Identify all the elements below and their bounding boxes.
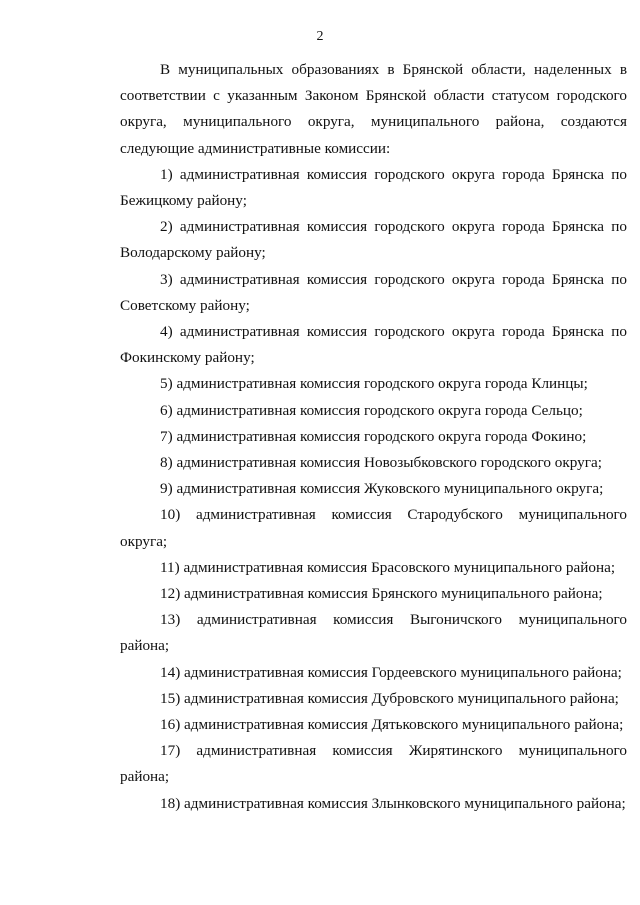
list-item-8: 8) административная комиссия Новозыбковского городского округа; xyxy=(160,454,602,472)
list-item-14: 14) административная комиссия Гордеевского муниципального района; xyxy=(160,663,622,681)
list-item-4: 4) административная комиссия городского округа города Брянска по Фокинскому району; xyxy=(120,323,627,367)
list-item-15: 15) административная комиссия Дубровского муниципального района; xyxy=(160,689,619,707)
list-item-9: 9) административная комиссия Жуковского муниципального округа; xyxy=(160,480,604,498)
page-number: 2 xyxy=(316,29,324,44)
list-item-16: 16) административная комиссия Дятьковского муниципального района; xyxy=(160,716,624,734)
list-item-7: 7) административная комиссия городского округа города Фокино; xyxy=(160,427,587,445)
list-item-12: 12) административная комиссия Брянского муниципального района; xyxy=(160,585,603,603)
list-item-18: 18) административная комиссия Злынковского муниципального района; xyxy=(160,794,626,812)
list-item-17: 17) административная комиссия Жирятинского муниципального района; xyxy=(120,742,627,786)
intro-paragraph: В муниципальных образованиях в Брянской области, наделенных в соответствии с указанным Законом Брянской области статусом городского округа, муниципального округа, муниципального района, создаются следующие административные комиссии: xyxy=(120,61,627,157)
list-item-2: 2) административная комиссия городского округа города Брянска по Володарскому району; xyxy=(120,218,627,262)
list-item-11: 11) административная комиссия Брасовского муниципального района; xyxy=(160,558,616,576)
list-item-6: 6) административная комиссия городского округа города Сельцо; xyxy=(160,401,583,419)
document-body xyxy=(120,57,627,817)
list-item-5: 5) административная комиссия городского округа города Клинцы; xyxy=(160,375,588,393)
list-item-13: 13) административная комиссия Выгоничского муниципального района; xyxy=(120,611,627,655)
list-item-10: 10) административная комиссия Стародубского муниципального округа; xyxy=(120,506,627,550)
list-item-1: 1) административная комиссия городского округа города Брянска по Бежицкому району; xyxy=(120,165,627,210)
list-item-3: 3) административная комиссия городского округа города Брянска по Советскому району; xyxy=(120,270,627,314)
